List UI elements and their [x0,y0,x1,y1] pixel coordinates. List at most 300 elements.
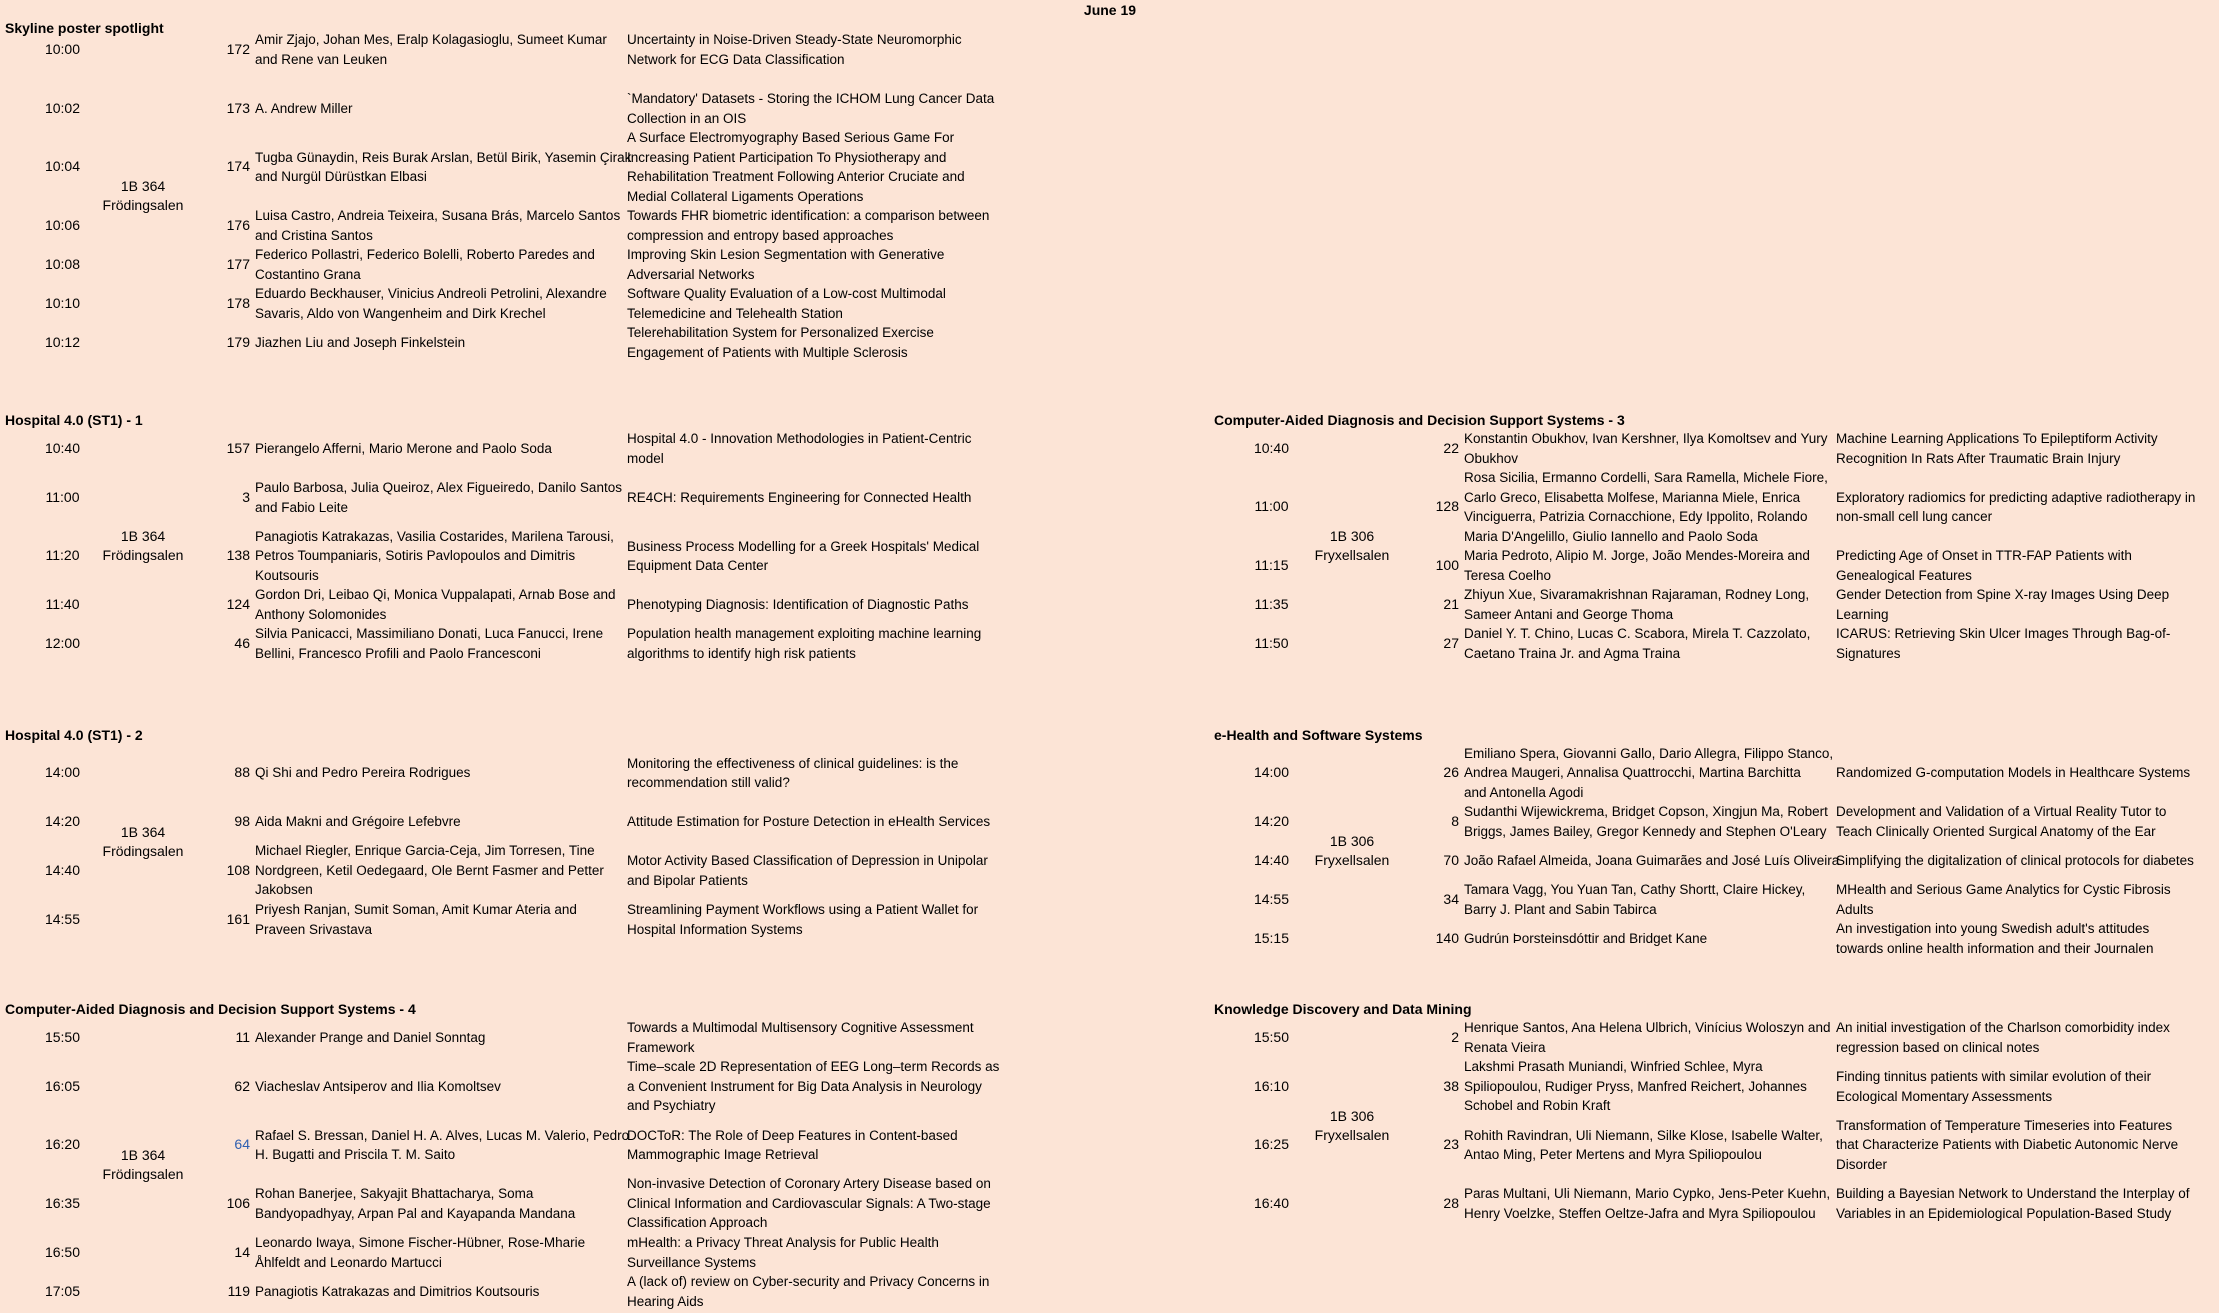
talk-time: 14:55 [1253,890,1290,907]
talk-time: 11:40 [45,595,80,612]
talk-authors [1464,585,1829,624]
talk-title [1836,880,2216,919]
talk-authors [1464,919,1829,958]
talk-authors-line: Rohan Banerjee, Sakyajit Bhattacharya, Soma [255,1186,534,1201]
talk-authors [1464,1057,1829,1116]
talk-title-line: Randomized G-computation Models in Healthcare Systems [1836,765,2191,781]
talk-title-line: Variables in an Epidemiological Population-Based Study [1836,1205,2172,1221]
talk-title-line: Software Quality Evaluation of a Low-cost Multimodal [627,286,946,301]
talk-time: 11:00 [1254,498,1289,515]
talk-title-line: Gender Detection from Spine X-ray Images Using Deep [1836,587,2170,602]
talk-authors [255,206,620,245]
talk-title-line: a Convenient Instrument for Big Data Analysis in Neurology [627,1078,982,1094]
talk-authors-line: Praveen Srivastava [255,921,373,937]
paper-number: 3 [242,488,250,505]
talk-title [627,802,1007,841]
talk-title [627,245,1007,284]
talk-time: 16:20 [44,1136,81,1153]
talk-time: 10:00 [44,40,81,57]
talk-time: 16:50 [44,1243,81,1260]
session-title: Computer-Aided Diagnosis and Decision Support Systems - 3 [1214,412,1625,428]
talk-authors-line: Jiazhen Liu and Joseph Finkelstein [255,334,466,350]
talk-time: 10:08 [44,255,81,272]
talk-authors [255,744,620,802]
paper-number: 22 [1443,439,1459,456]
paper-number: 21 [1443,595,1459,612]
talk-title-line: Machine Learning Applications To Epileptiform Activity [1836,431,2158,446]
talk-title-line: Teach Clinically Oriented Surgical Anatomy of the Ear [1836,823,2156,839]
talk-time: 11:15 [1254,556,1289,573]
talk-title [627,841,1007,900]
talk-title-line: Disorder [1836,1156,1888,1172]
talk-title-line: Increasing Patient Participation To Physiotherapy and [627,149,947,165]
talk-authors-line: Costantino Grana [255,266,361,282]
talk-authors-line: Silvia Panicacci, Massimiliano Donati, Luca Fanucci, Irene [255,626,604,641]
talk-title-line: An investigation into young Swedish adult's attitudes [1836,921,2150,936]
talk-authors-line: and Nurgül Dürüstkan Elbasi [255,169,427,184]
talk-authors-line: Rafael S. Bressan, Daniel H. A. Alves, Lucas M. Valerio, Pedro [255,1127,630,1143]
talk-authors [255,585,620,624]
talk-authors-line: Pierangelo Afferni, Mario Merone and Paolo Soda [255,440,552,456]
paper-number: 157 [226,439,250,456]
talk-authors-line: Paulo Barbosa, Julia Queiroz, Alex Figueiredo, Danilo Santos [255,480,622,495]
talk-title [1836,1057,2216,1116]
talk-time: 17:05 [44,1282,81,1299]
talk-title-line: Non-invasive Detection of Coronary Artery Disease based on [627,1176,991,1192]
talk-authors [1464,744,1834,802]
talk-authors [1464,468,1829,546]
talk-title [627,1233,1007,1272]
talk-authors-line: and Antonella Agodi [1464,784,1584,800]
talk-title [627,624,1007,663]
talk-title-line: regression based on clinical notes [1836,1039,2040,1055]
talk-authors-line: Panagiotis Katrakazas and Dimitrios Koutsouris [255,1283,540,1299]
talk-title [627,128,1007,206]
talk-title-line: Monitoring the effectiveness of clinical guidelines: is the [627,755,959,771]
talk-authors [1464,429,1829,468]
paper-number: 106 [226,1194,250,1211]
talk-title [627,1272,1007,1311]
talk-authors-line: Vinciguerra, Patrizia Cornacchione, Edy Ippolito, Rolando [1464,509,1808,524]
talk-authors-line: H. Bugatti and Priscila T. M. Saito [255,1147,456,1162]
talk-title [1836,802,2216,841]
talk-authors-line: Federico Pollastri, Federico Bolelli, Roberto Paredes and [255,247,595,262]
talk-title-line: Engagement of Patients with Multiple Sclerosis [627,344,908,360]
talk-title [627,744,1007,802]
talk-authors-line: Sudanthi Wijewickrema, Bridget Copson, Xingjun Ma, Robert [1464,804,1828,819]
talk-title [627,206,1007,245]
talk-title-line: Clinical Information and Cardiovascular Signals: A Two-stage [627,1195,991,1211]
talk-time: 14:00 [1253,764,1290,781]
talk-title [627,89,1007,128]
paper-number: 38 [1443,1077,1459,1094]
talk-authors-line: Obukhov [1464,450,1519,466]
talk-authors-line: Leonardo Iwaya, Simone Fischer-Hübner, Rose-Mharie [255,1235,586,1250]
talk-title [1836,585,2216,624]
talk-title [1836,744,2216,802]
talk-time: 15:50 [1253,1028,1290,1045]
talk-authors-line: Aida Makni and Grégoire Lefebvre [255,813,461,829]
talk-authors [255,841,620,900]
talk-time: 15:50 [44,1028,81,1045]
talk-title-line: Surveillance Systems [627,1254,757,1270]
talk-time: 16:05 [44,1077,81,1094]
talk-title-line: algorithms to identify high risk patients [627,645,856,661]
room-line: 1B 306 [1329,528,1375,544]
talk-authors-line: Henrique Santos, Ana Helena Ulbrich, Vinícius Woloszyn and [1464,1020,1831,1035]
talk-authors-line: Jakobsen [255,882,313,898]
talk-authors-line: Emiliano Spera, Giovanni Gallo, Dario Allegra, Filippo Stanco, [1464,745,1834,761]
talk-authors-line: Barry J. Plant and Sabin Tabirca [1464,901,1657,917]
paper-number: 8 [1451,812,1459,829]
talk-authors-line: and Cristina Santos [255,227,373,243]
talk-title [627,284,1007,323]
talk-authors-line: Nordgreen, Ketil Oedegaard, Ole Bernt Fasmer and Petter [255,862,604,878]
talk-authors-line: Amir Zjajo, Johan Mes, Eralp Kolagasioglu, Sumeet Kumar [255,32,607,47]
talk-title-line: Phenotyping Diagnosis: Identification of Diagnostic Paths [627,596,969,612]
paper-number: 108 [226,861,250,878]
talk-title-line: Telemedicine and Telehealth Station [627,305,843,321]
paper-number: 23 [1443,1136,1459,1153]
talk-authors [1464,546,1829,585]
talk-title [627,585,1007,624]
talk-authors [255,1174,620,1233]
talk-time: 11:00 [45,488,80,505]
talk-authors-line: Daniel Y. T. Chino, Lucas C. Scabora, Mirela T. Cazzolato, [1464,626,1811,641]
talk-authors-line: Qi Shi and Pedro Pereira Rodrigues [255,765,471,781]
talk-authors-line: Tamara Vagg, You Yuan Tan, Cathy Shortt, Claire Hickey, [1464,882,1806,897]
talk-time: 10:02 [44,99,81,116]
talk-title [627,1018,1007,1057]
talk-authors-line: A. Andrew Miller [255,100,353,116]
talk-authors-line: Zhiyun Xue, Sivaramakrishnan Rajaraman, Rodney Long, [1464,587,1810,602]
talk-title-line: towards online health information and their Journalen [1836,940,2154,956]
talk-title-line: Genealogical Features [1836,567,1972,583]
session-title: e-Health and Software Systems [1214,727,1423,743]
talk-title [627,468,1007,527]
talk-authors [255,900,620,939]
talk-time: 12:00 [44,634,81,651]
room-line: Frödingsalen [102,197,184,213]
room-line: Fryxellsalen [1314,547,1390,563]
talk-time: 16:40 [1253,1194,1290,1211]
talk-title-line: model [627,450,664,466]
talk-authors-line: Gudrún Þorsteinsdóttir and Bridget Kane [1464,930,1708,946]
room-line: Fryxellsalen [1314,1126,1390,1143]
talk-title-line: Collection in an OIS [627,110,747,126]
talk-time: 10:04 [44,158,81,175]
paper-number: 178 [226,294,250,311]
room-line: 1B 306 [1329,833,1375,849]
talk-authors-line: Savaris, Aldo von Wangenheim and Dirk Krechel [255,305,546,321]
talk-title-line: Towards a Multimodal Multisensory Cognitive Assessment [627,1020,974,1035]
talk-title [1836,1116,2216,1174]
paper-number-link[interactable]: 64 [234,1136,250,1153]
talk-title [627,1057,1007,1116]
talk-authors-line: Panagiotis Katrakazas, Vasilia Costarides, Marilena Tarousi, [255,528,614,544]
room-line: 1B 364 [120,823,166,840]
talk-title-line: non-small cell lung cancer [1836,509,1993,524]
paper-number: 70 [1443,851,1459,868]
paper-number: 2 [1451,1028,1459,1045]
talk-title [1836,1174,2216,1233]
talk-title [1836,919,2216,958]
talk-authors [1464,1116,1829,1174]
talk-title [1836,468,2216,546]
talk-authors [1464,841,1840,880]
paper-number: 176 [226,216,250,233]
talk-authors-line: Carlo Greco, Elisabetta Molfese, Marianna Miele, Enrica [1464,489,1801,505]
paper-number: 177 [226,255,250,272]
talk-title-line: An initial investigation of the Charlson comorbidity index [1836,1020,2170,1035]
talk-title-line: Equipment Data Center [627,558,769,573]
talk-time: 11:20 [45,547,80,564]
talk-title-line: that Characterize Patients with Diabetic Autonomic Nerve [1836,1137,2179,1153]
talk-title-line: MHealth and Serious Game Analytics for Cystic Fibrosis [1836,882,2171,897]
talk-authors-line: Bandyopadhyay, Arpan Pal and Kayapanda Mandana [255,1205,576,1221]
talk-authors-line: Paras Multani, Uli Niemann, Mario Cypko, Jens-Peter Kuehn, [1464,1186,1831,1201]
talk-authors [1464,880,1829,919]
paper-number: 14 [234,1243,250,1260]
talk-authors-line: and Fabio Leite [255,499,349,515]
paper-number: 26 [1443,764,1459,781]
talk-title [627,900,1007,939]
session-title: Hospital 4.0 (ST1) - 2 [5,727,143,743]
talk-title-line: Adults [1836,901,1874,917]
paper-number: 100 [1435,556,1459,573]
talk-time: 14:00 [44,764,81,781]
talk-authors-line: Rohith Ravindran, Uli Niemann, Silke Klose, Isabelle Walter, [1464,1127,1823,1143]
talk-authors [255,128,632,206]
talk-title-line: Hearing Aids [627,1293,704,1309]
talk-time: 14:40 [1253,851,1290,868]
talk-title [627,1116,1007,1174]
paper-number: 173 [226,99,250,116]
talk-title [627,429,1007,468]
talk-title-line: Recognition In Rats After Traumatic Brain Injury [1836,450,2121,466]
talk-time: 10:10 [44,294,81,311]
talk-title-line: `Mandatory' Datasets - Storing the ICHOM Lung Cancer Data [627,91,995,106]
talk-title-line: Transformation of Temperature Timeseries into Features [1836,1117,2173,1133]
talk-authors [255,89,620,128]
talk-title-line: and Psychiatry [627,1098,716,1114]
paper-number: 11 [235,1028,250,1045]
talk-time: 10:40 [1253,439,1290,456]
talk-authors-line: Teresa Coelho [1464,567,1552,583]
talk-title-line: Hospital Information Systems [627,921,803,937]
paper-number: 174 [226,158,250,175]
talk-authors-line: Renata Vieira [1464,1039,1546,1055]
talk-authors [255,527,620,585]
talk-title-line: Towards FHR biometric identification: a comparison between [627,208,990,223]
talk-title-line: Uncertainty in Noise-Driven Steady-State Neuromorphic [627,32,962,47]
talk-title [1836,1018,2216,1057]
talk-title-line: Time–scale 2D Representation of EEG Long–term Records as [627,1059,1000,1075]
talk-authors-line: Maria Pedroto, Alipio M. Jorge, João Mendes-Moreira and [1464,548,1810,563]
talk-authors [1464,802,1829,841]
talk-title-line: Development and Validation of a Virtual Reality Tutor to [1836,804,2167,819]
talk-authors-line: Luisa Castro, Andreia Teixeira, Susana Brás, Marcelo Santos [255,208,621,223]
talk-authors-line: Andrea Maugeri, Annalisa Quattrocchi, Martina Barchitta [1464,765,1801,781]
talk-authors [255,1272,620,1311]
talk-authors-line: Alexander Prange and Daniel Sonntag [255,1029,486,1045]
talk-title-line: Telerehabilitation System for Personalized Exercise [627,325,934,340]
talk-title-line: Mammographic Image Retrieval [627,1147,819,1162]
talk-time: 16:10 [1253,1077,1290,1094]
talk-title-line: Medial Collateral Ligaments Operations [627,188,864,204]
talk-authors-line: Sameer Antani and George Thoma [1464,606,1674,622]
talk-title-line: recommendation still valid? [627,775,790,790]
talk-title [627,30,1007,69]
talk-title-line: Population health management exploiting machine learning [627,626,982,641]
talk-authors [255,284,620,323]
talk-authors [255,1018,620,1057]
paper-number: 172 [226,40,250,57]
talk-authors [255,30,620,69]
talk-authors-line: Michael Riegler, Enrique Garcia-Ceja, Jim Torresen, Tine [255,843,595,859]
talk-title [1836,546,2216,585]
session-title: Hospital 4.0 (ST1) - 1 [5,412,143,428]
talk-title-line: Hospital 4.0 - Innovation Methodologies in Patient-Centric [627,431,972,446]
room-line: Frödingsalen [102,842,184,859]
talk-authors-line: Maria D'Angelillo, Giulio Iannello and Paolo Soda [1464,528,1758,544]
talk-title-line: A (lack of) review on Cyber-security and Privacy Concerns in [627,1274,990,1289]
talk-authors-line: and Rene van Leuken [255,51,388,67]
paper-number: 140 [1435,929,1459,946]
session-title: Knowledge Discovery and Data Mining [1214,1001,1472,1017]
talk-title-line: Ecological Momentary Assessments [1836,1088,2053,1104]
talk-title-line: Network for ECG Data Classification [627,51,845,67]
room-line: 1B 364 [120,528,166,544]
talk-authors-line: Rosa Sicilia, Ermanno Cordelli, Sara Ramella, Michele Fiore, [1464,470,1828,485]
talk-title-line: Improving Skin Lesion Segmentation with Generative [627,247,945,262]
paper-number: 138 [226,547,250,564]
talk-title [1836,429,2216,468]
talk-authors-line: Antao Ming, Peter Mertens and Myra Spiliopoulou [1464,1147,1762,1162]
talk-time: 15:15 [1253,929,1290,946]
talk-time: 14:55 [44,910,81,927]
session-title: Skyline poster spotlight [5,20,164,36]
talk-time: 16:25 [1253,1136,1290,1153]
paper-number: 128 [1435,498,1459,515]
room-line: Frödingsalen [102,547,184,563]
talk-title-line: Exploratory radiomics for predicting adaptive radiotherapy in [1836,489,2196,505]
talk-authors [255,323,620,362]
paper-number: 179 [226,333,250,350]
talk-time: 10:06 [44,216,81,233]
talk-title-line: Finding tinnitus patients with similar evolution of their [1836,1069,2152,1084]
paper-number: 27 [1443,634,1459,651]
paper-number: 46 [234,634,250,651]
talk-title [627,323,1007,362]
paper-number: 161 [226,910,250,927]
talk-authors-line: Tugba Günaydin, Reis Burak Arslan, Betül Birik, Yasemin Çirak [255,149,632,165]
talk-title-line: Learning [1836,606,1889,622]
talk-authors-line: Anthony Solomonides [255,606,387,622]
talk-time: 11:50 [1254,634,1289,651]
talk-authors-line: Henry Voelzke, Steffen Oeltze-Jafra and Myra Spiliopoulou [1464,1205,1816,1221]
talk-time: 10:12 [44,333,81,350]
room-line: Fryxellsalen [1314,852,1390,868]
paper-number: 28 [1443,1194,1459,1211]
paper-number: 98 [234,812,250,829]
talk-title-line: ICARUS: Retrieving Skin Ulcer Images Through Bag-of- [1836,626,2171,641]
talk-authors-line: Briggs, James Bailey, Gregor Kennedy and Stephen O'Leary [1464,823,1827,839]
talk-authors-line: Priyesh Ranjan, Sumit Soman, Amit Kumar Ateria and [255,902,577,917]
talk-authors [255,1233,620,1272]
talk-title-line: mHealth: a Privacy Threat Analysis for Public Health [627,1235,939,1250]
talk-title [627,527,1007,585]
talk-title-line: Attitude Estimation for Posture Detection in eHealth Services [627,813,991,829]
talk-authors-line: Schobel and Robin Kraft [1464,1098,1611,1114]
talk-authors-line: Caetano Traina Jr. and Agma Traina [1464,645,1681,661]
talk-title-line: Classification Approach [627,1215,768,1231]
paper-number: 119 [227,1282,250,1299]
talk-authors [1464,624,1829,663]
talk-authors [1464,1018,1829,1057]
talk-time: 11:35 [1254,595,1289,612]
talk-authors-line: Petros Toumpaniaris, Sotiris Pavlopoulos and Dimitris [255,548,576,564]
session-title: Computer-Aided Diagnosis and Decision Support Systems - 4 [5,1001,416,1017]
talk-title-line: Predicting Age of Onset in TTR-FAP Patients with [1836,548,2132,563]
talk-authors [255,468,620,527]
paper-number: 62 [234,1077,250,1094]
room-line: 1B 364 [120,178,166,194]
paper-number: 88 [234,764,250,781]
talk-authors-line: Eduardo Beckhauser, Vinicius Andreoli Petrolini, Alexandre [255,286,607,301]
talk-authors-line: Konstantin Obukhov, Ivan Kershner, Ilya Komoltsev and Yury [1464,431,1828,446]
talk-title-line: Business Process Modelling for a Greek Hospitals' Medical [627,538,980,554]
talk-authors-line: Koutsouris [255,567,319,583]
room-line: 1B 306 [1329,1107,1375,1124]
talk-title [1836,624,2216,663]
talk-title-line: Rehabilitation Treatment Following Anterior Cruciate and [627,169,965,184]
talk-authors-line: Viacheslav Antsiperov and Ilia Komoltsev [255,1078,501,1094]
talk-time: 16:35 [44,1194,81,1211]
talk-authors-line: Gordon Dri, Leibao Qi, Monica Vuppalapati, Arnab Bose and [255,587,616,602]
talk-authors [255,624,620,663]
talk-authors [255,245,620,284]
room-line: 1B 364 [120,1146,166,1163]
talk-authors-line: João Rafael Almeida, Joana Guimarães and José Luís Oliveira [1464,852,1840,868]
talk-time: 14:20 [1253,812,1290,829]
talk-title-line: Motor Activity Based Classification of Depression in Unipolar [627,853,988,868]
talk-authors [255,802,620,841]
talk-time: 10:40 [44,439,81,456]
room-line: Frödingsalen [102,1165,184,1182]
talk-authors [255,1057,620,1116]
paper-number: 124 [226,595,250,612]
talk-title-line: Signatures [1836,645,1901,661]
talk-time: 14:20 [44,812,81,829]
talk-title-line: Simplifying the digitalization of clinical protocols for diabetes [1836,852,2194,868]
talk-authors [255,429,620,468]
talk-time: 14:40 [44,861,81,878]
talk-title [627,1174,1007,1233]
talk-authors [255,1116,630,1174]
talk-title-line: and Bipolar Patients [627,872,748,888]
talk-authors-line: Lakshmi Prasath Muniandi, Winfried Schlee, Myra [1464,1059,1763,1075]
talk-authors-line: Spiliopoulou, Rudiger Pryss, Manfred Reichert, Johannes [1464,1078,1807,1094]
talk-authors-line: Åhlfeldt and Leonardo Martucci [255,1254,442,1270]
talk-title-line: compression and entropy based approaches [627,227,894,243]
talk-title-line: Building a Bayesian Network to Understand the Interplay of [1836,1186,2190,1201]
talk-authors-line: Bellini, Francesco Profili and Paolo Francesconi [255,645,541,661]
talk-title-line: Streamlining Payment Workflows using a Patient Wallet for [627,902,979,917]
talk-title [1836,841,2216,880]
page-date: June 19 [1083,2,1137,18]
talk-title-line: Adversarial Networks [627,266,755,282]
